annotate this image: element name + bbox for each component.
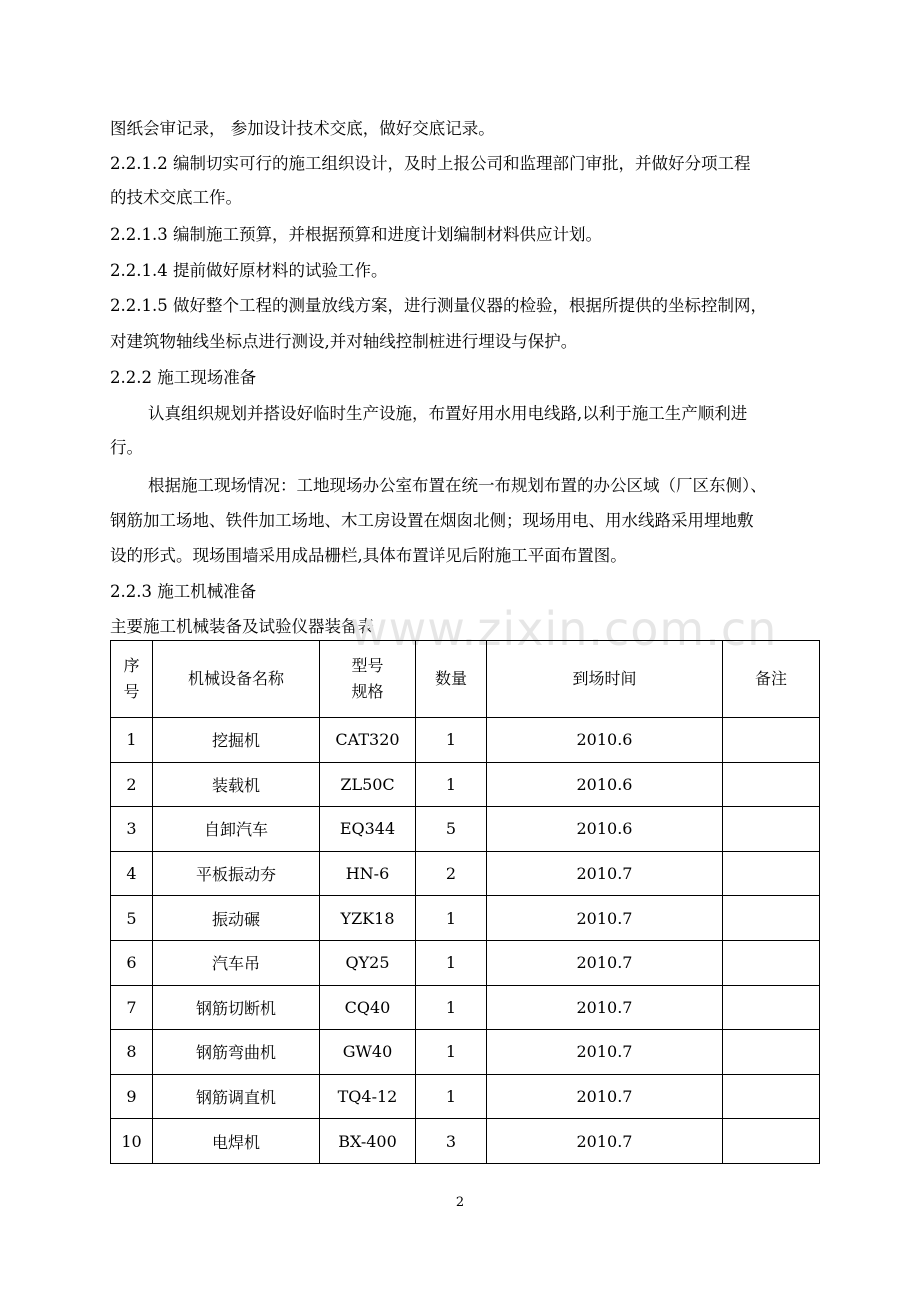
cell-model: BX-400 [320,1119,416,1164]
cell-no: 9 [111,1074,153,1119]
cell-arrival: 2010.7 [487,1119,723,1164]
cell-arrival: 2010.7 [487,985,723,1030]
header-model: 型号 规格 [320,641,416,718]
cell-name: 钢筋弯曲机 [153,1030,320,1075]
equipment-table [110,640,820,1164]
table-row [111,1119,820,1164]
table-row [111,851,820,896]
cell-no: 2 [111,762,153,807]
paragraph-line: 2.2.1.5 做好整个工程的测量放线方案，进行测量仪器的检验，根据所提供的坐标控制网， [110,296,767,315]
cell-qty: 2 [416,851,487,896]
section-heading: 2.2.3 施工机械准备 [110,582,257,601]
paragraph-line: 行。 [110,438,143,457]
paragraph-line: 2.2.1.3 编制施工预算，并根据预算和进度计划编制材料供应计划。 [110,225,602,244]
table-row [111,1030,820,1075]
table-row [111,985,820,1030]
cell-model: HN-6 [320,851,416,896]
cell-arrival: 2010.7 [487,1074,723,1119]
paragraph-line: 2.2.1.4 提前做好原材料的试验工作。 [110,261,388,280]
paragraph-line: 对建筑物轴线坐标点进行测设,并对轴线控制桩进行埋设与保护。 [110,332,578,351]
cell-remark [723,1119,820,1164]
header-arrival: 到场时间 [487,641,723,718]
paragraph-line: 的技术交底工作。 [110,188,242,207]
cell-name: 汽车吊 [153,940,320,985]
paragraph-line: 2.2.1.2 编制切实可行的施工组织设计，及时上报公司和监理部门审批，并做好分项工程 [110,154,751,173]
cell-no: 8 [111,1030,153,1075]
cell-name: 电焊机 [153,1119,320,1164]
cell-model: TQ4-12 [320,1074,416,1119]
cell-remark [723,807,820,852]
cell-name: 钢筋切断机 [153,985,320,1030]
cell-model: CAT320 [320,718,416,763]
cell-remark [723,1074,820,1119]
cell-name: 振动碾 [153,896,320,941]
table-row [111,896,820,941]
paragraph-line: 根据施工现场情况：工地现场办公室布置在统一布规划布置的办公区域（厂区东侧）、 [148,476,767,495]
cell-model: ZL50C [320,762,416,807]
section-heading: 2.2.2 施工现场准备 [110,368,257,387]
table-title: 主要施工机械装备及试验仪器装备表 [110,617,374,636]
cell-name: 自卸汽车 [153,807,320,852]
header-name: 机械设备名称 [153,641,320,718]
cell-remark [723,1030,820,1075]
cell-name: 挖掘机 [153,718,320,763]
cell-remark [723,718,820,763]
cell-qty: 5 [416,807,487,852]
cell-qty: 1 [416,762,487,807]
cell-qty: 1 [416,896,487,941]
cell-model: CQ40 [320,985,416,1030]
cell-no: 6 [111,940,153,985]
table-row [111,940,820,985]
cell-remark [723,940,820,985]
cell-name: 装载机 [153,762,320,807]
header-remark: 备注 [723,641,820,718]
cell-arrival: 2010.6 [487,718,723,763]
cell-arrival: 2010.7 [487,851,723,896]
header-qty: 数量 [416,641,487,718]
cell-no: 5 [111,896,153,941]
cell-arrival: 2010.6 [487,807,723,852]
cell-qty: 1 [416,1074,487,1119]
cell-name: 平板振动夯 [153,851,320,896]
cell-no: 10 [111,1119,153,1164]
cell-model: YZK18 [320,896,416,941]
table-header-row [111,641,820,718]
paragraph-line: 钢筋加工场地、铁件加工场地、木工房设置在烟囱北侧；现场用电、用水线路采用埋地敷 [110,511,754,530]
cell-qty: 3 [416,1119,487,1164]
watermark: www.zixin.com.cn [350,602,778,656]
cell-no: 1 [111,718,153,763]
cell-qty: 1 [416,940,487,985]
paragraph-line: 认真组织规划并搭设好临时生产设施，布置好用水用电线路,以利于施工生产顺利进 [148,404,748,423]
table-row [111,718,820,763]
cell-remark [723,851,820,896]
table-row [111,807,820,852]
header-no: 序 号 [111,641,153,718]
cell-remark [723,762,820,807]
cell-model: EQ344 [320,807,416,852]
cell-name: 钢筋调直机 [153,1074,320,1119]
cell-qty: 1 [416,718,487,763]
cell-arrival: 2010.7 [487,896,723,941]
page-number: 2 [455,1195,465,1210]
cell-no: 7 [111,985,153,1030]
cell-no: 3 [111,807,153,852]
cell-remark [723,985,820,1030]
paragraph-line: 设的形式。现场围墙采用成品栅栏,具体布置详见后附施工平面布置图。 [110,546,627,565]
cell-arrival: 2010.6 [487,762,723,807]
cell-model: QY25 [320,940,416,985]
cell-no: 4 [111,851,153,896]
table-row [111,1074,820,1119]
cell-qty: 1 [416,985,487,1030]
paragraph-line: 图纸会审记录， 参加设计技术交底，做好交底记录。 [110,119,495,138]
table-row [111,762,820,807]
cell-arrival: 2010.7 [487,940,723,985]
cell-qty: 1 [416,1030,487,1075]
cell-arrival: 2010.7 [487,1030,723,1075]
cell-model: GW40 [320,1030,416,1075]
cell-remark [723,896,820,941]
